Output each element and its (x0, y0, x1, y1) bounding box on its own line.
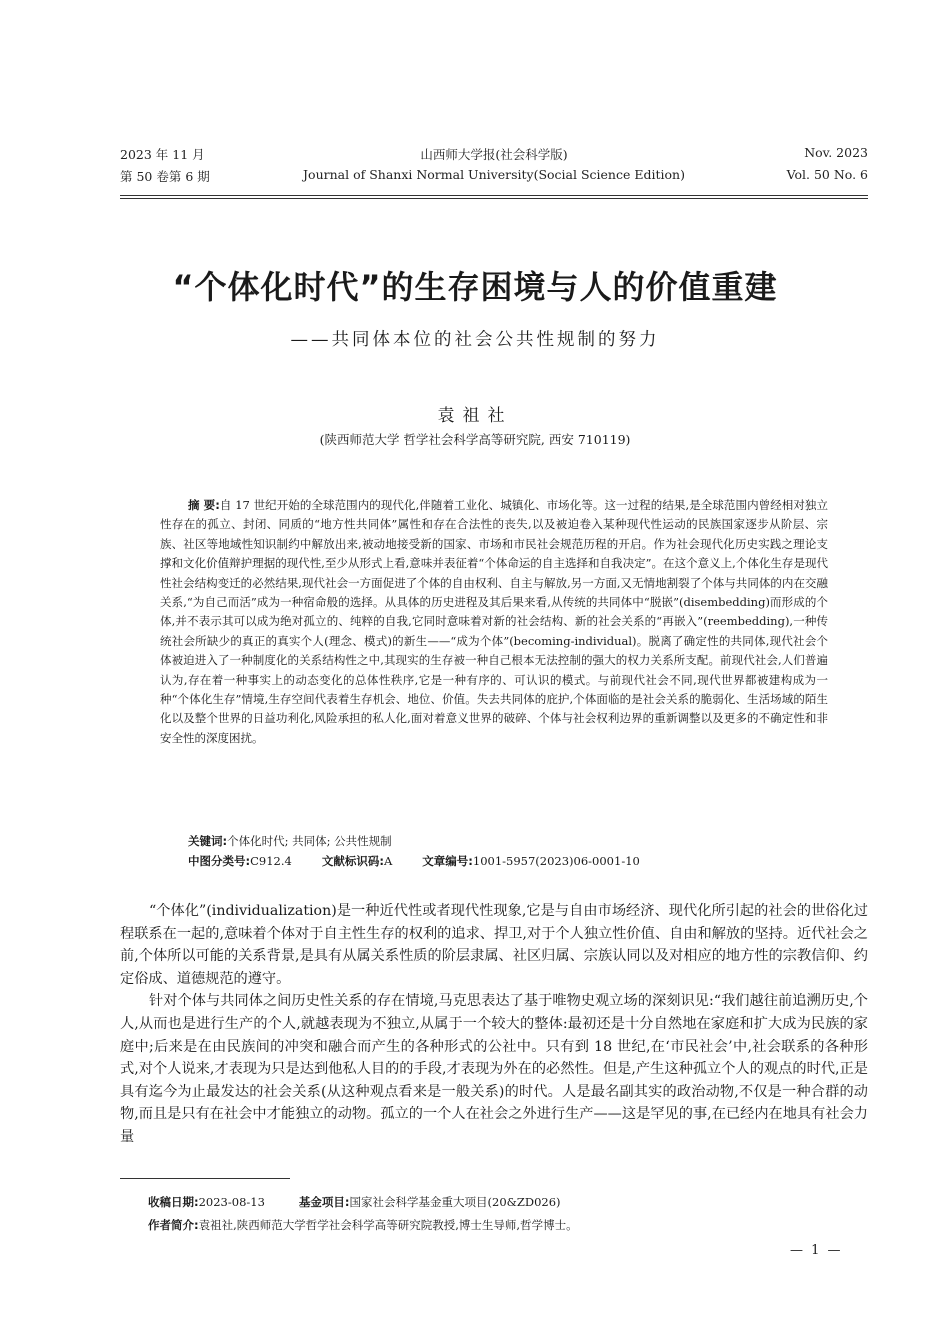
keywords-label: 关键词: (188, 834, 228, 848)
author-bio-text: 袁祖社,陕西师范大学哲学社会科学高等研究院教授,博士生导师,哲学博士。 (198, 1218, 578, 1232)
received-date: 2023-08-13 (198, 1195, 265, 1209)
header-volume-en: Vol. 50 No. 6 (786, 167, 868, 182)
body-paragraph-1: “个体化”(individualization)是一种近代性或者现代性现象,它是与自由市场经济、现代化所引起的社会的世俗化过程联系在一起的,意味着个体对于自主性生存的权利的追求、捍卫,对于个人独立性价值、自由和解放的坚持。近代社会之前,个体所以可能的关系背景,是具有从属关系性质的阶层隶属、社区归属、宗族认同以及对相应的地方性的宗教信仰、约定俗成、道德规范的遵守。 (120, 903, 868, 987)
footnote-author-bio (148, 1217, 578, 1233)
article-title: “个体化时代”的生存困境与人的价值重建 (172, 268, 778, 306)
article-id-value: 1001-5957(2023)06-0001-10 (472, 854, 640, 868)
body-text (120, 900, 868, 1149)
header-journal-cn: 山西师大学报(社会科学版) (420, 147, 568, 162)
keywords (188, 833, 392, 849)
header-journal-en: Journal of Shanxi Normal University(Social Science Edition) (303, 167, 685, 182)
header-rule-secondary (120, 198, 868, 199)
fund-group (299, 1195, 561, 1209)
footnote-rule (120, 1178, 290, 1179)
clc-label: 中图分类号: (188, 854, 251, 868)
clc-value: C912.4 (250, 854, 292, 868)
header-date-cn: 2023 年 11 月 (120, 147, 205, 162)
footnote-received-fund (148, 1194, 561, 1210)
abstract (160, 496, 828, 748)
header-volume-cn: 第 50 卷第 6 期 (120, 169, 210, 184)
article-id-group (422, 854, 640, 868)
abstract-label: 摘 要: (188, 498, 220, 512)
fund-value: 国家社会科学基金重大项目(20&ZD026) (349, 1195, 561, 1209)
received-group (148, 1194, 265, 1210)
body-paragraph-2: 针对个体与共同体之间历史性关系的存在情境,马克思表达了基于唯物史观立场的深刻识见:“我们越往前追溯历史,个人,从而也是进行生产的个人,就越表现为不独立,从属于一个较大的整体:最初还是十分自然地在家庭和扩大成为民族的家庭中;后来是在由民族间的冲突和融合而产生的各种形式的公社中。只有到 18 世纪,在‘市民社会’中,社会联系的各种形式,对个人说来,才表现为只是达到他私人目的的手段,才表现为外在的必然性。但是,产生这种孤立个人的观点的时代,正是具有迄今为止最发达的社会关系(从这种观点看来是一般关系)的时代。人是最名副其实的政治动物,不仅是一种合群的动物,而且是只有在社会中才能独立的动物。孤立的一个人在社会之外进行生产——这是罕见的事,在已经内在地具有社会力量 (120, 993, 868, 1145)
doc-code-group (322, 853, 392, 869)
doc-code-label: 文献标识码: (321, 854, 384, 868)
header-date-en: Nov. 2023 (804, 145, 868, 160)
doc-code-value: A (383, 854, 393, 868)
header-rule (120, 195, 868, 196)
abstract-text: 自 17 世纪开始的全球范围内的现代化,伴随着工业化、城镇化、市场化等。这一过程的结果,是全球范围内曾经相对独立性存在的孤立、封闭、同质的“地方性共同体”属性和存在合法性的丧失,以及被迫卷入某种现代性运动的民族国家逐步从阶层、宗族、社区等地域性知识制约中解放出来,被动地接受新的国家、市场和市民社会规范历程的开启。作为社会现代化历史实践之理论支撑和文化价值辩护理据的现代性,至少从形式上看,意味并表征着“个体命运的自主选择和自我决定”。在这个意义上,个体化生存是现代性社会结构变迁的必然结果,现代社会一方面促进了个体的自由权利、自主与解放,另一方面,又无情地割裂了个体与共同体的内在交融关系,“为自己而活”成为一种宿命般的选择。从具体的历史进程及其后果来看,从传统的共同体中“脱嵌”(disembedding)而形成的个体,并不表示其可以成为绝对孤立的、纯粹的自我,它同时意味着对新的社会结构、新的社会关系的“再嵌入”(reembedding),一种传统社会所缺少的真正的真实个人(理念、模式)的新生——“成为个体”(becoming-individual)。脱离了确定性的共同体,现代社会个体被迫进入了一种制度化的关系结构性之中,其现实的生存被一种自己根本无法控制的强大的权力关系所支配。前现代社会,人们普遍认为,存在着一种事实上的动态变化的总体性秩序,它是一种有序的、可认识的模式。与前现代社会不同,现代世界都被建构成为一种“个体化生存”情境,生存空间代表着生存机会、地位、价值。失去共同体的庇护,个体面临的是社会关系的脆弱化、生活场域的陌生化以及整个世界的日益功利化,风险承担的私人化,面对着意义世界的破碎、个体与社会权利边界的重新调整以及更多的不确定性和非安全性的深度困扰。 (160, 498, 829, 745)
fund-label: 基金项目: (298, 1195, 350, 1209)
classification-line (188, 853, 640, 869)
keywords-text: 个体化时代; 共同体; 公共性规制 (227, 834, 392, 848)
page-number: — 1 — (790, 1243, 843, 1258)
article-id-label: 文章编号: (422, 854, 473, 868)
running-header-line-1 (120, 145, 868, 163)
author-affiliation: (陕西师范大学 哲学社会科学高等研究院, 西安 710119) (319, 432, 631, 447)
article-subtitle: ——共同体本位的社会公共性规制的努力 (290, 330, 660, 350)
article-author: 袁祖社 (437, 406, 513, 426)
clc-group (188, 853, 292, 869)
received-label: 收稿日期: (148, 1195, 199, 1209)
author-bio-label: 作者简介: (148, 1218, 199, 1232)
running-header-line-2 (120, 167, 868, 185)
